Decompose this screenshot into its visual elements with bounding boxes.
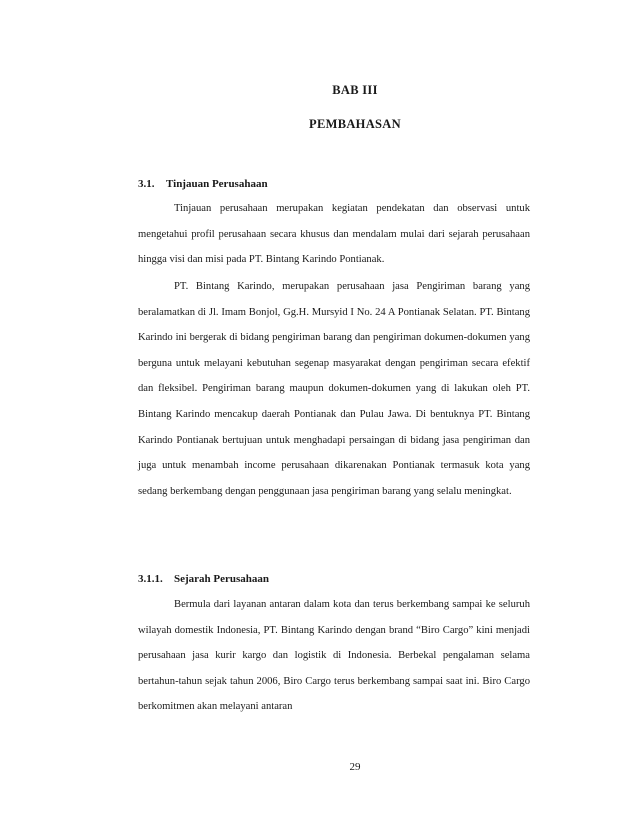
- section-title: Tinjauan Perusahaan: [166, 178, 268, 190]
- section-number: 3.1.: [138, 178, 155, 190]
- section-title: Sejarah Perusahaan: [174, 573, 270, 585]
- section-heading-3-1-1: [138, 573, 269, 585]
- paragraph-text: Tinjauan perusahaan merupakan kegiatan pendekatan dan observasi untuk mengetahui profil perusahaan secara khusus dan mendalam mulai dari sejarah perusahaan hingga visi dan misi pada PT. Bintang Karindo Pontianak.: [138, 203, 530, 266]
- chapter-title: BAB III: [332, 83, 378, 97]
- section-number: 3.1.1.: [138, 573, 163, 585]
- section-heading-3-1: [138, 178, 268, 190]
- paragraph-text: Bermula dari layanan antaran dalam kota dan terus berkembang sampai ke seluruh wilayah domestik Indonesia, PT. Bintang Karindo dengan brand “Biro Cargo” kini menjadi perusahaan jasa kurir kargo dan logistik di Indonesia. Berbekal pengalaman selama bertahun-tahun sejak tahun 2006, Biro Cargo terus berkembang sampai saat ini. Biro Cargo berkomitmen akan melayani antaran: [138, 599, 530, 713]
- paragraph-company-profile: [138, 274, 530, 504]
- chapter-subtitle: PEMBAHASAN: [309, 117, 401, 131]
- paragraph-sejarah: [138, 592, 530, 720]
- paragraph-text: PT. Bintang Karindo, merupakan perusahaan jasa Pengiriman barang yang beralamatkan di Jl. Imam Bonjol, Gg.H. Mursyid I No. 24 A Pontianak Selatan. PT. Bintang Karindo ini bergerak di bidang pengiriman barang dan pengiriman dokumen-dokumen yang berguna untuk melayani kebutuhan segenap masyarakat dengan pengiriman secara efektif dan fleksibel. Pengiriman barang maupun dokumen-dokumen yang di lakukan oleh PT. Bintang Karindo mencakup daerah Pontianak dan Pulau Jawa. Di bentuknya PT. Bintang Karindo Pontianak bertujuan untuk menghadapi persaingan di bidang jasa pengiriman dan juga untuk menambah income perusahaan dikarenakan Pontianak termasuk kota yang sedang berkembang dengan penggunaan jasa pengiriman barang yang selalu meningkat.: [138, 281, 530, 497]
- paragraph-tinjauan-intro: [138, 196, 530, 273]
- page-number: 29: [349, 761, 361, 773]
